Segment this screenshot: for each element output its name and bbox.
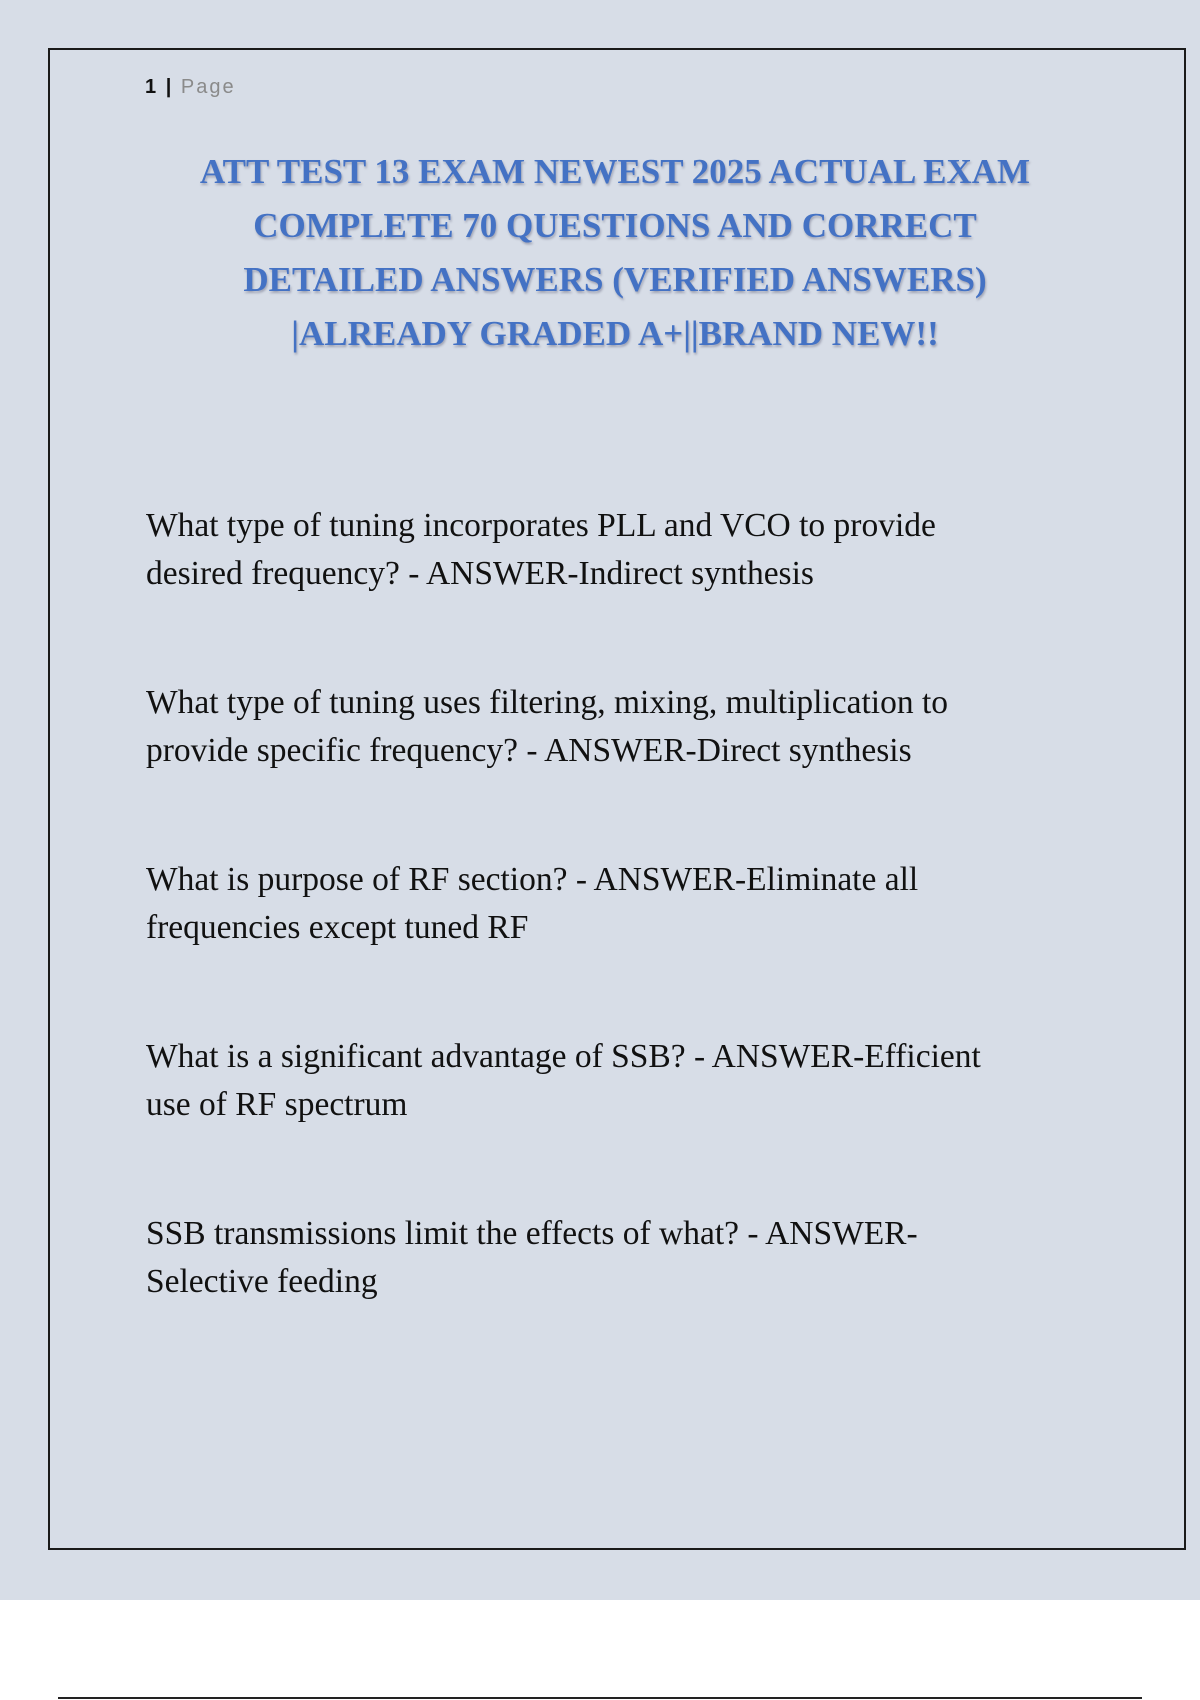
qa-item xyxy=(146,502,1086,598)
qa-line: What type of tuning uses filtering, mixing, multiplication to xyxy=(146,684,949,721)
qa-line: What is a significant advantage of SSB? - ANSWER-Efficient xyxy=(146,1038,981,1075)
qa-line: provide specific frequency? - ANSWER-Direct synthesis xyxy=(146,732,912,769)
qa-line: Selective feeding xyxy=(146,1263,378,1300)
qa-item xyxy=(146,679,1086,775)
qa-line: What type of tuning incorporates PLL and VCO to provide xyxy=(146,507,936,544)
qa-line: desired frequency? - ANSWER-Indirect synthesis xyxy=(146,555,814,592)
page-label: Page xyxy=(180,76,236,98)
title-line: DETAILED ANSWERS (VERIFIED ANSWERS) xyxy=(243,260,987,299)
title-line: |ALREADY GRADED A+||BRAND NEW!! xyxy=(291,314,939,353)
title-line: ATT TEST 13 EXAM NEWEST 2025 ACTUAL EXAM xyxy=(199,152,1031,191)
title-line: COMPLETE 70 QUESTIONS AND CORRECT xyxy=(253,206,977,245)
page-number: 1 xyxy=(145,76,159,98)
qa-line: SSB transmissions limit the effects of what? - ANSWER- xyxy=(146,1215,918,1252)
page-number-header xyxy=(145,76,236,99)
qa-line: use of RF spectrum xyxy=(146,1086,408,1123)
page-number-separator: | xyxy=(165,76,174,98)
question-answer-list xyxy=(146,502,1086,1387)
qa-line: frequencies except tuned RF xyxy=(146,909,529,946)
footer-divider xyxy=(58,1697,1142,1699)
qa-item xyxy=(146,1033,1086,1129)
qa-item xyxy=(146,856,1086,952)
document-title xyxy=(150,145,1080,361)
qa-line: What is purpose of RF section? - ANSWER-Eliminate all xyxy=(146,861,919,898)
qa-item xyxy=(146,1210,1086,1306)
